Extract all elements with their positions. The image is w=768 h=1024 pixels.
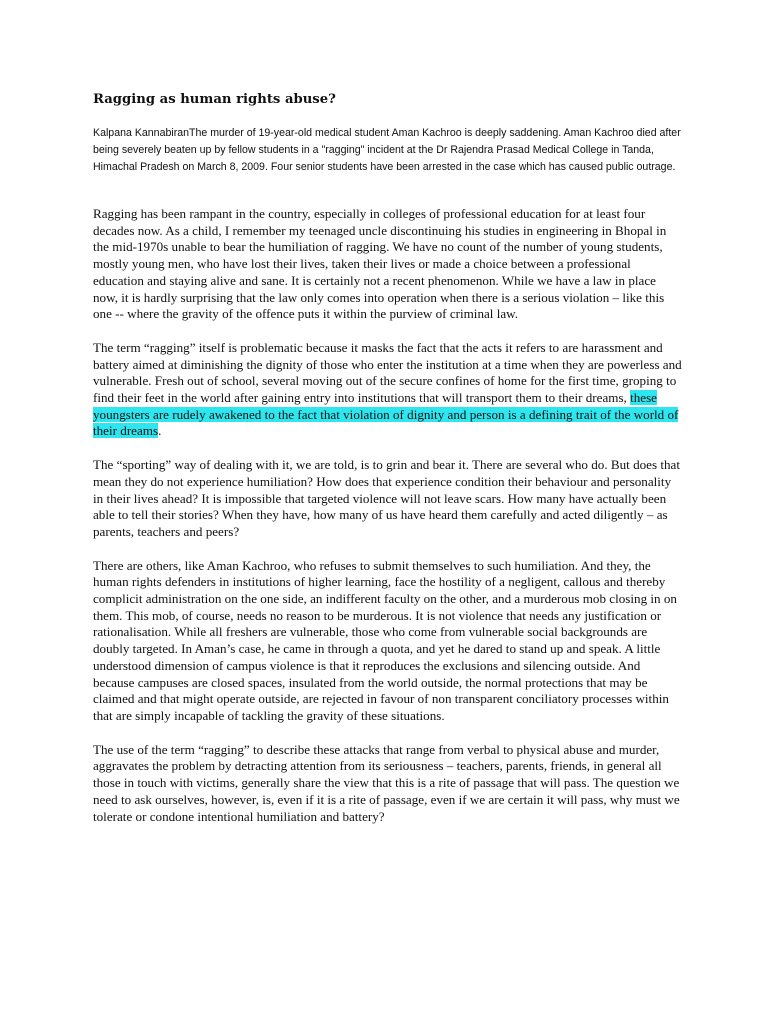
paragraph-3: The “sporting” way of dealing with it, we are told, is to grin and bear it. There are several who do. But does that mean they do not experience humiliation? How does that experience condition their behaviour and personality in their lives ahead? It is impossible that targeted violence will not leave scars. How many have actually been able to tell their stories? When they have, how many of us have heard them carefully and acted diligently – as parents, teachers and peers?	[93, 457, 680, 539]
paragraph-1: Ragging has been rampant in the country, especially in colleges of professional education for at least four decades now. As a child, I remember my teenaged uncle discontinuing his studies in engineering in Bhopal in the mid-1970s unable to bear the humiliation of ragging. We have no count of the number of young students, mostly young men, who have lost their lives, taken their lives or made a choice between a professional education and staying alive and sane. It is certainly not a recent phenomenon. While we have a law in place now, it is hardly surprising that the law only comes into operation when there is a serious violation – like this one -- where the gravity of the offence puts it within the purview of criminal law.	[93, 206, 667, 322]
article-body	[93, 206, 683, 842]
intro-paragraph: Kalpana KannabiranThe murder of 19-year-old medical student Aman Kachroo is deeply saddening. Aman Kachroo died after being severely beaten up by fellow students in a "ragging" incident at the Dr Rajendra Prasad Medical College in Tanda, Himachal Pradesh on March 8, 2009. Four senior students have been arrested in the case which has caused public outrage.	[93, 127, 681, 173]
paragraph-2	[93, 340, 683, 440]
paragraph-5: The use of the term “ragging” to describe these attacks that range from verbal to physical abuse and murder, aggravates the problem by detracting attention from its seriousness – teachers, parents, friends, in general all those in touch with victims, generally share the view that this is a rite of passage that will pass. The question we need to ask ourselves, however, is, even if it is a rite of passage, even if we are certain it will pass, why must we tolerate or condone intentional humiliation and battery?	[93, 741, 680, 824]
paragraph-2-start: The term “ragging” itself is problematic because it masks the fact that the acts it refers to are harassment and battery aimed at diminishing the dignity of those who enter the institution at a time when they are powerless and vulnerable. Fresh out of school, several moving out of the secure confines of home for the first time, groping to find their feet in the world after gaining entry into institutions that will transport them to their dreams,	[93, 339, 682, 406]
document-title: Ragging as human rights abuse?	[93, 92, 336, 107]
paragraph-2-end: .	[158, 423, 162, 439]
paragraph-4: There are others, like Aman Kachroo, who refuses to submit themselves to such humiliation. And they, the human rights defenders in institutions of higher learning, face the hostility of a negligent, callous and thereby complicit administration on the one side, an indifferent faculty on the other, and a murderous mob closing in on them. This mob, of course, needs no reason to be murderous. It is not violence that needs any justification or rationalisation. While all freshers are vulnerable, those who come from vulnerable social backgrounds are doubly targeted. In Aman’s case, he came in through a quota, and yet he dared to stand up and speak. A little understood dimension of campus violence is that it reproduces the exclusions and silencing outside. And because campuses are closed spaces, insulated from the world outside, the normal protections that may be claimed and that might operate outside, are rejected in favour of non transparent conciliatory processes within that are simply incapable of tackling the gravity of these situations.	[93, 557, 677, 723]
highlighted-text: these youngsters are rudely awakened to the fact that violation of dignity and person is a defining trait of the world of their dreams	[93, 390, 679, 439]
